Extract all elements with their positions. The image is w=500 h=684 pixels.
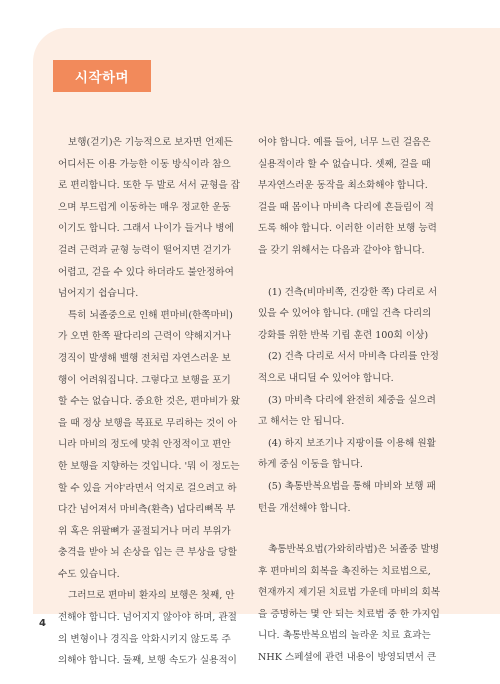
text-line: 충격을 받아 뇌 손상을 입는 큰 부상을 당할 <box>58 547 237 559</box>
text-line: 행이 어려워집니다. 그렇다고 보행을 포기 <box>58 374 231 386</box>
text-line: 어야 합니다. 예를 들어, 너무 느린 걸음은 <box>258 137 431 148</box>
text-line: 니다. 촉통반복요법의 놀라운 치료 효과는 <box>258 630 431 642</box>
list-item-line: (3) 마비측 다리에 완전히 체중을 실으려 <box>268 394 436 406</box>
list-item-line: (1) 건측(비마비쪽, 건강한 쪽) 다리로 서 <box>268 286 438 298</box>
text-line: 을 갖기 위해서는 다음과 같아야 합니다. <box>258 244 425 256</box>
paragraph-gap <box>258 262 442 282</box>
text-line: 넘어지기 쉽습니다. <box>58 288 139 300</box>
right-column <box>258 132 442 669</box>
text-line: 가 오면 한쪽 팔다리의 근력이 약해지거나 <box>58 331 231 343</box>
list-item-line: 강화를 위한 반복 기립 훈련 100회 이상) <box>258 329 429 341</box>
text-line: 걸을 때 몸이나 마비측 다리에 흔들림이 적 <box>258 201 434 213</box>
text-line: 실용적이라 할 수 없습니다. 셋째, 걸을 때 <box>258 158 431 170</box>
text-line: 부자연스러운 동작을 최소화해야 합니다. <box>258 180 428 192</box>
text-line: 수도 있습니다. <box>58 568 120 580</box>
text-line: 촉통반복요법(가와히라법)은 뇌졸중 발병 <box>268 544 440 556</box>
left-column <box>58 132 242 672</box>
list-item-line: (2) 건측 다리로 서서 마비측 다리를 안정 <box>268 351 439 363</box>
list-item-line: (4) 하지 보조기나 지팡이를 이용해 원활 <box>268 437 436 449</box>
section-heading: 시작하며 <box>53 60 151 92</box>
text-line: 다간 넘어져서 마비측(환측) 넙다리뼈목 부 <box>58 504 236 516</box>
text-line: 할 수는 없습니다. 중요한 것은, 편마비가 왔 <box>58 396 240 408</box>
text-line: 을 때 정상 보행을 목표로 무리하는 것이 아 <box>58 417 237 429</box>
paragraph-gap <box>258 519 442 539</box>
text-line: 그러므로 편마비 환자의 보행은 첫째, 안 <box>68 590 235 602</box>
text-line: 한 보행을 지향하는 것입니다. '뭐 이 정도는 <box>58 460 240 472</box>
text-line: 할 수 있을 거야'라면서 억지로 걸으려고 하 <box>58 482 237 494</box>
text-line: 어렵고, 걷을 수 있다 하더라도 불안정하여 <box>58 266 234 278</box>
text-line: 니라 마비의 정도에 맞춰 안정적이고 편안 <box>58 439 231 451</box>
text-line: 후 편마비의 회복을 촉진하는 치료법으로, <box>258 565 431 577</box>
text-line: 걸려 근력과 균형 능력이 떨어지면 걷기가 <box>58 244 231 256</box>
text-line: 보행(걷기)은 기능적으로 보자면 언제든 <box>68 137 233 148</box>
text-line: NHK 스페셜에 관련 내용이 방영되면서 큰 <box>258 652 437 664</box>
text-line: 특히 뇌졸중으로 인해 편마비(한쪽마비) <box>68 309 233 321</box>
list-item-line: 턴을 개선해야 합니다. <box>258 502 351 514</box>
text-line: 위 혹은 위팔뼈가 골절되거나 머리 부위가 <box>58 525 231 537</box>
text-line: 이기도 합니다. 그래서 나이가 들거나 병에 <box>58 223 234 235</box>
text-line: 을 증명하는 몇 안 되는 치료법 중 한 가지입 <box>258 608 440 620</box>
list-item-line: (5) 촉통반복요법을 통해 마비와 보행 패 <box>268 480 436 492</box>
text-line: 현재까지 제기된 치료법 가운데 마비의 회복 <box>258 587 441 599</box>
text-line: 의 변형이나 경직을 악화시키지 않도록 주 <box>58 633 231 645</box>
list-item-line: 있을 수 있어야 합니다. (매일 건측 다리의 <box>258 308 432 320</box>
list-item-line: 고 해서는 안 됩니다. <box>258 416 345 428</box>
list-item-line: 적으로 내디딜 수 있어야 합니다. <box>258 372 394 384</box>
text-line: 경직이 발생해 밸행 전처럼 자연스러운 보 <box>58 352 231 364</box>
text-line: 로 편리합니다. 또한 두 발로 서서 균형을 잡 <box>58 180 240 192</box>
page-number: 4 <box>39 618 46 629</box>
text-line: 으며 부드럽게 이동하는 매우 정교한 운동 <box>58 201 231 213</box>
text-line: 전해야 합니다. 넘어지지 않아야 하며, 관절 <box>58 612 237 624</box>
text-line: 도록 해야 합니다. 이러한 이러한 보행 능력 <box>258 223 437 235</box>
text-line: 의해야 합니다. 둘째, 보행 속도가 실용적이 <box>58 655 237 667</box>
text-line: 어디서든 이용 가능한 이동 방식이라 참으 <box>58 158 231 170</box>
list-item-line: 하게 중심 이동을 합니다. <box>258 459 363 471</box>
